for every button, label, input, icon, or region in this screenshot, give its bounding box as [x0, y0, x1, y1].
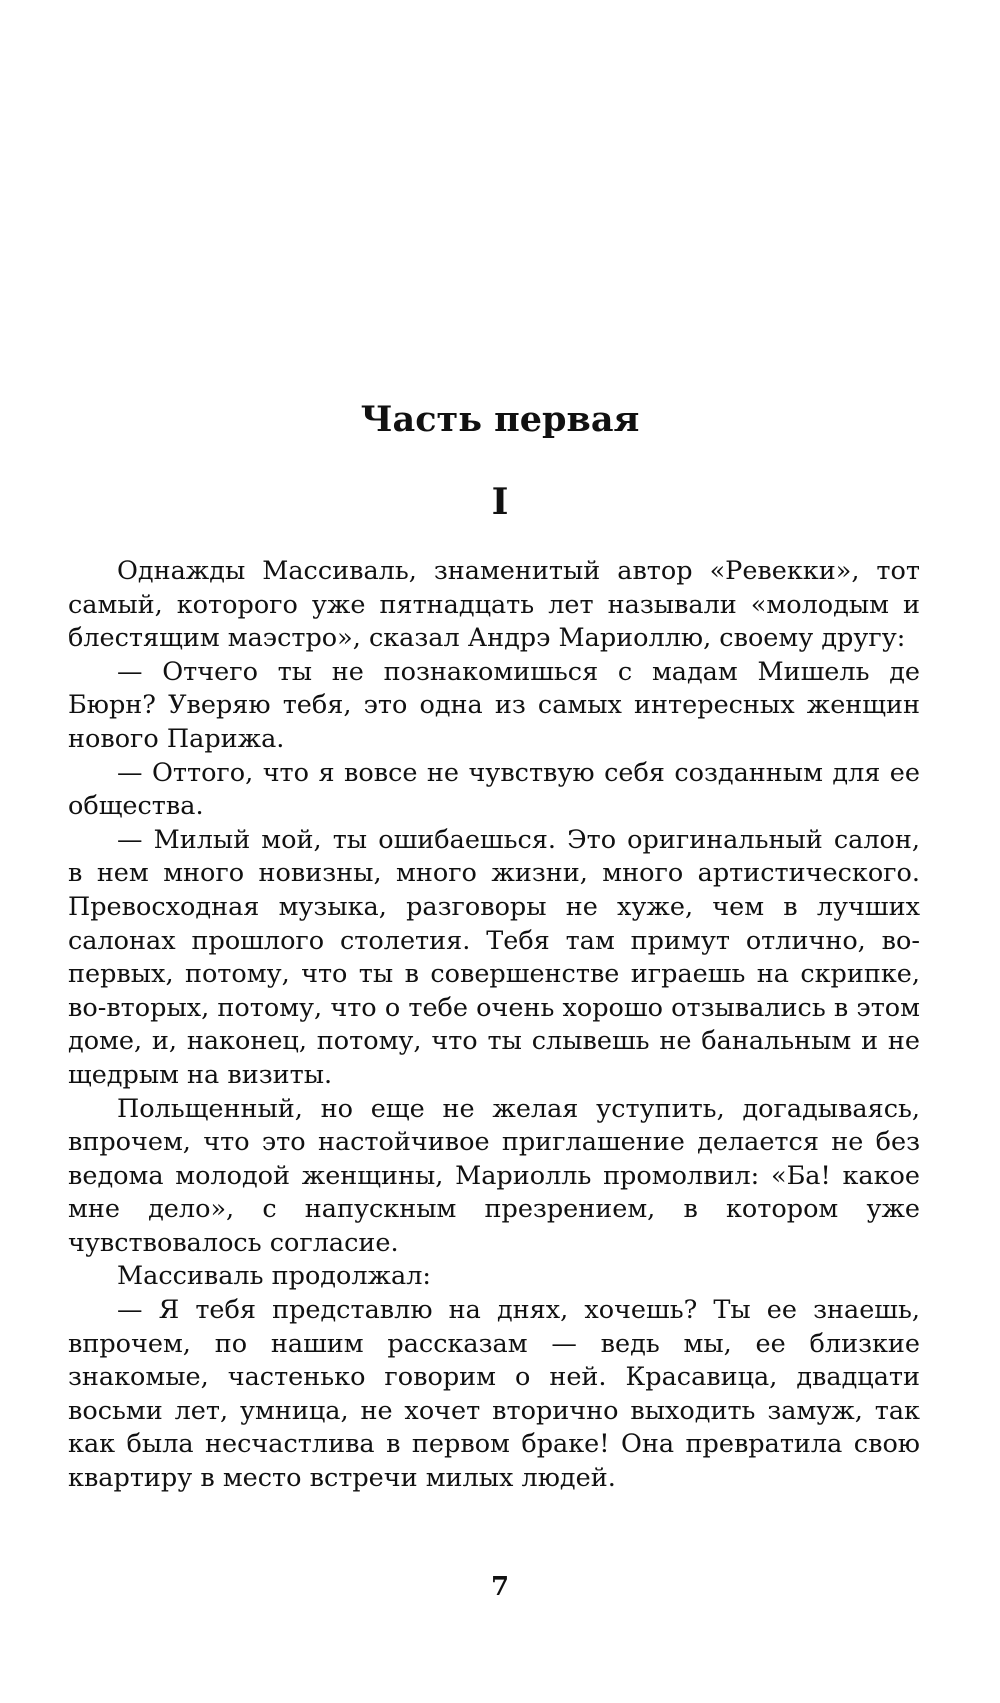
- body-text: [68, 555, 920, 1496]
- chapter-number: I: [491, 481, 509, 523]
- paragraph: Массиваль продолжал:: [117, 1261, 431, 1292]
- paragraph: — Отчего ты не познакомишься с мадам Мишель де Бюрн? Уверяю тебя, это одна из самых интересных женщин нового Парижа.: [68, 656, 920, 754]
- paragraph: — Милый мой, ты ошибаешься. Это оригинальный салон, в нем много новизны, много жизни, много артистического. Превосходная музыка, разговоры не хуже, чем в лучших салонах прошлого столетия. Тебя там примут отлично, во-первых, потому, что ты в совершенстве играешь на скрипке, во-вторых, потому, что о тебе очень хорошо отзывались в этом доме, и, наконец, потому, что ты слывешь не банальным и не щедрым на визиты.: [68, 824, 920, 1090]
- paragraph: Польщенный, но еще не желая уступить, догадываясь, впрочем, что это настойчивое приглашение делается не без ведома молодой женщины, Мариолль промолвил: «Ба! какое мне дело», с напускным презрением, в котором уже чувствовалось согласие.: [68, 1093, 920, 1258]
- paragraph: — Я тебя представлю на днях, хочешь? Ты ее знаешь, впрочем, по нашим рассказам — ведь мы, ее близкие знакомые, частенько говорим о ней. Красавица, двадцати восьми лет, умница, не хочет вторично выходить замуж, так как была несчастлива в первом браке! Она превратила свою квартиру в место встречи милых людей.: [68, 1295, 920, 1494]
- paragraph: — Оттого, что я вовсе не чувствую себя созданным для ее общества.: [68, 757, 920, 822]
- paragraph: Однажды Массиваль, знаменитый автор «Ревекки», тот самый, которого уже пятнадцать лет называли «молодым и блестящим маэстро», сказал Андрэ Мариоллю, своему другу:: [68, 556, 920, 654]
- part-title: Часть первая: [360, 399, 640, 440]
- page-number: 7: [490, 1572, 510, 1602]
